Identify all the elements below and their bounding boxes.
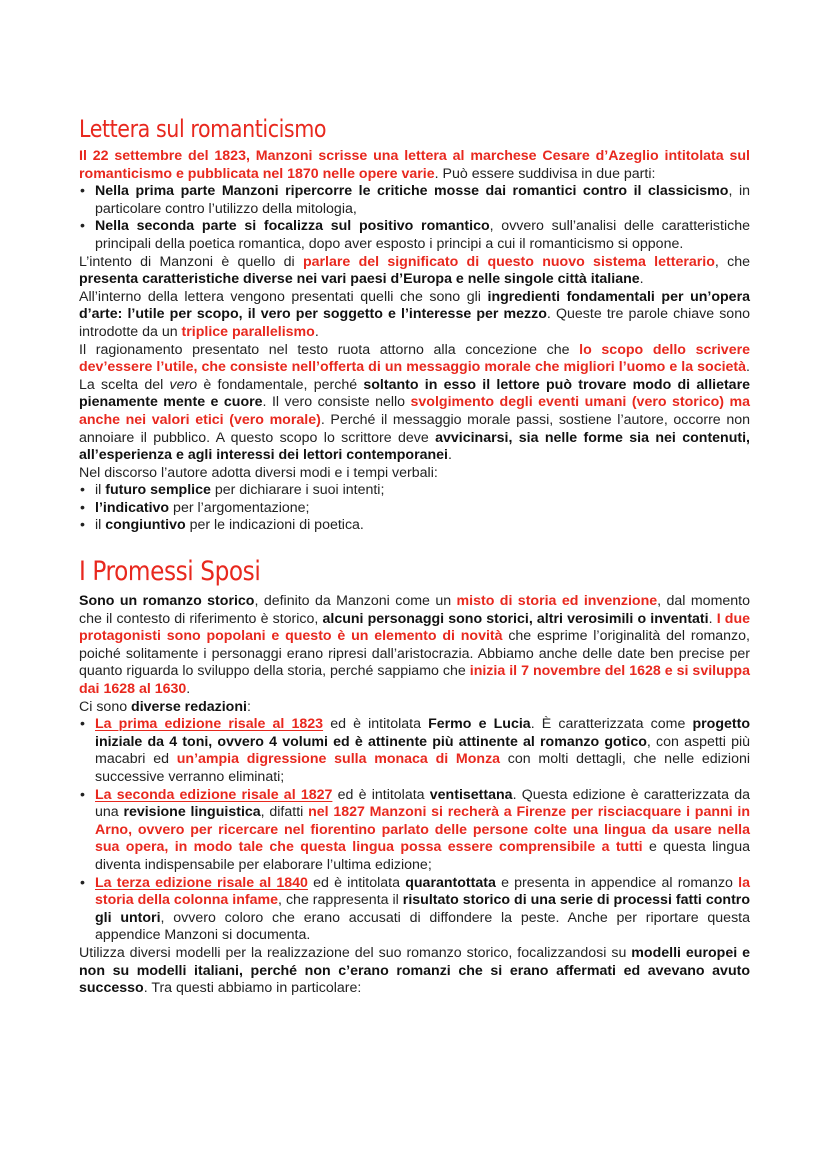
paragraph-ragionamento: Il ragionamento presentato nel testo ruota attorno alla concezione che lo scopo dello scrivere dev’essere l’utile, che consiste nell’offerta di un messaggio morale che migliori l’uomo e la società. La scelta del vero è fondamentale, perché soltanto in esso il lettore può trovare modo di allietare pienamente mente e cuore. Il vero consiste nello svolgimento degli eventi umani (vero storico) ma anche nei valori etici (vero morale). Perché il messaggio morale passi, sostiene l’autore, occorre non annoiare il pubblico. A questo scopo lo scrittore deve avvicinarsi, sia nelle forme sia nei contenuti, all’esperienza e agli interessi dei lettori contemporanei. — [79, 341, 751, 464]
edition-heading: La seconda edizione risale al 1827 — [95, 786, 333, 803]
list-item: • il futuro semplice per dichiarare i suoi intenti; — [79, 482, 750, 500]
edition-heading: La terza edizione risale al 1840 — [95, 874, 308, 891]
list-item: • Nella prima parte Manzoni ripercorre le critiche mosse dai romantici contro il classicismo, in particolare contro l’utilizzo della mitologia, — [79, 183, 750, 218]
paragraph-ingredienti: All’interno della lettera vengono presentati quelli che sono gli ingredienti fondamentali per un’opera d’arte: l’utile per scopo, il vero per soggetto e l’interesse per mezzo. Queste tre parole chiave sono introdotte da un triplice parallelismo. — [79, 288, 750, 340]
parts-list — [79, 183, 750, 253]
paragraph-modelli: Utilizza diversi modelli per la realizzazione del suo romanzo storico, focalizzandosi su modelli europei e non su modelli italiani, perché non c’erano romanzi che si erano affermati ed avevano avuto successo. Tra questi abbiamo in particolare: — [79, 944, 750, 997]
list-item: • l’indicativo per l’argomentazione; — [79, 500, 750, 518]
editions-list — [79, 716, 750, 945]
paragraph-redazioni: Ci sono diverse redazioni: — [79, 698, 251, 715]
list-item-edition-1823: • La prima edizione risale al 1823 ed è intitolata Fermo e Lucia. È caratterizzata come progetto iniziale da 4 toni, ovvero 4 volumi ed è attinente più attinente al romanzo gotico, con aspetti più macabri ed un’ampia digressione sulla monaca di Monza con molti dettagli, che nelle edizioni successive verranno eliminati; — [79, 716, 750, 786]
modes-list — [79, 482, 750, 535]
section-title-lettera: Lettera sul romanticismo — [79, 115, 327, 143]
paragraph-discorso: Nel discorso l’autore adotta diversi modi e i tempi verbali: — [79, 464, 438, 481]
paragraph-intro: Il 22 settembre del 1823, Manzoni scrisse una lettera al marchese Cesare d’Azeglio intitolata sul romanticismo e pubblicata nel 1870 nelle opere varie. Può essere suddivisa in due parti: — [79, 148, 750, 182]
paragraph-romanzo-storico: Sono un romanzo storico, definito da Manzoni come un misto di storia ed invenzione, dal momento che il contesto di riferimento è storico, alcuni personaggi sono storici, altri verosimili o inventati. I due protagonisti sono popolani e questo è un elemento di novità che esprime l’originalità del romanzo, poiché solitamente i personaggi erano ripresi dall’aristocrazia. Abbiamo anche delle date ben precise per quanto riguarda lo sviluppo della storia, perché sappiamo che inizia il 7 novembre del 1628 e si sviluppa dai 1628 al 1630. — [79, 593, 751, 698]
highlight-red: triplice parallelismo — [181, 323, 315, 340]
list-item: • il congiuntivo per le indicazioni di poetica. — [79, 517, 750, 535]
highlight-red: parlare del significato di questo nuovo sistema letterario — [302, 253, 715, 270]
list-item: • Nella seconda parte si focalizza sul positivo romantico, ovvero sull’analisi delle caratteristiche principali della poetica romantica, dopo aver esposto i principi a cui il romanticismo si oppone. — [79, 218, 750, 253]
list-item-edition-1840: • La terza edizione risale al 1840 ed è intitolata quarantottata e presenta in appendice al romanzo la storia della colonna infame, che rappresenta il risultato storico di una serie di processi fatti contro gli untori, ovvero coloro che erano accusati di diffondere la peste. Anche per riportare questa appendice Manzoni si documenta. — [79, 875, 750, 945]
section-title-promessi-sposi: I Promessi Sposi — [79, 556, 261, 588]
document-page — [79, 114, 750, 998]
highlight-red: Il 22 settembre del 1823, Manzoni scrisse una lettera al marchese Cesare d’Azeglio intitolata sul romanticismo e pubblicata nel 1870 nelle opere varie — [79, 148, 750, 182]
edition-heading: La prima edizione risale al 1823 — [95, 716, 324, 733]
list-item-edition-1827: • La seconda edizione risale al 1827 ed è intitolata ventisettana. Questa edizione è caratterizzata da una revisione linguistica, difatti nel 1827 Manzoni si recherà a Firenze per risciacquare i panni in Arno, ovvero per ricercare nel fiorentino parlato delle persone colte una lingua da usare nella sua opera, in modo tale che questa lingua possa essere comprensibile a tutti e questa lingua diventa indispensabile per elaborare l’ultima edizione; — [79, 787, 750, 875]
paragraph-intento: L’intento di Manzoni è quello di parlare del significato di questo nuovo sistema letterario, che presenta caratteristiche diverse nei vari paesi d’Europa e nelle singole città italiane. — [79, 253, 750, 288]
